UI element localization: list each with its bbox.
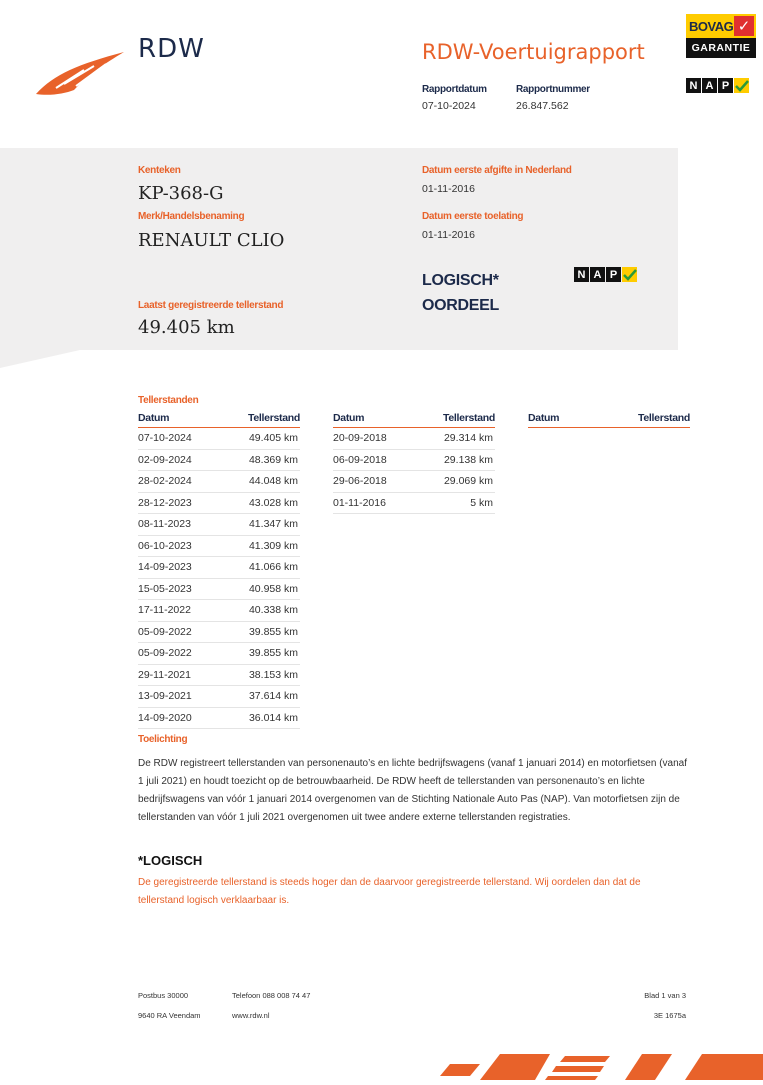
- reading-row: [138, 536, 300, 558]
- nap-letter: P: [606, 267, 621, 282]
- reading-km: 29.069 km: [443, 475, 493, 487]
- first-nl-value: 01-11-2016: [422, 183, 475, 195]
- nap-check-icon: [734, 78, 749, 93]
- logical-text: De geregistreerde tellerstand is steeds hoger dan de daarvoor geregistreerde tellerstand. Wij oordelen dan dat de tellerstand logisch verklaarbaar is.: [138, 877, 641, 906]
- nap-letter: N: [574, 267, 589, 282]
- reading-date: 07-10-2024: [138, 432, 192, 444]
- check-icon: ✓: [734, 16, 754, 36]
- reading-date: 02-09-2024: [138, 453, 192, 466]
- readings-column-3: [528, 412, 690, 428]
- report-date-label: Rapportdatum: [422, 84, 487, 95]
- reading-row: [333, 428, 495, 450]
- col-date-header: Datum: [138, 412, 170, 424]
- nap-letter: P: [718, 78, 733, 93]
- reading-row: [333, 493, 495, 515]
- readings-header: [528, 412, 690, 428]
- bovag-badge: [686, 14, 756, 62]
- reading-km: 38.153 km: [248, 668, 298, 681]
- footer-postbus: Postbus 30000: [138, 991, 189, 1000]
- bovag-label: BOVAG: [689, 18, 734, 34]
- reading-km: 40.338 km: [248, 604, 298, 616]
- reading-row: [138, 471, 300, 493]
- nap-check-icon: [622, 267, 637, 282]
- reading-km: 41.309 km: [248, 539, 298, 552]
- report-title: RDW-Voertuigrapport: [422, 40, 645, 64]
- odometer-label: Laatst geregistreerde tellerstand: [138, 300, 284, 311]
- reading-km: 39.855 km: [248, 647, 298, 659]
- odometer-value: 49.405 km: [138, 317, 235, 338]
- logical-title: *LOGISCH: [138, 853, 203, 868]
- org-name: RDW: [138, 34, 205, 64]
- footer-city: 9640 RA Veendam: [138, 1011, 201, 1020]
- reading-row: [333, 450, 495, 472]
- reading-date: 20-09-2018: [333, 432, 387, 444]
- make-value: RENAULT CLIO: [138, 230, 285, 251]
- reading-row: [138, 643, 300, 665]
- reading-row: [138, 600, 300, 622]
- report-number: 26.847.562: [516, 100, 569, 112]
- reading-km: 40.958 km: [248, 582, 298, 595]
- explanation-paragraph: De RDW registreert tellerstanden van personenauto’s en lichte bedrijfswagens (vanaf 1 januari 2014) en motorfietsen (vanaf 1 juli 2021) en houdt toezicht op de betrouwbaarheid. De RDW heeft de tellerstanden van personenauto’s en lichte bedrijfswagens van vóór 1 januari 2014 overgenomen van de Stichting Nationale Auto Pas (NAP). Van motorfietsen zijn de tellerstanden van vóór 1 juli 2021 overgenomen uit twee andere externe tellerstanden registraties.: [138, 758, 688, 823]
- footer-page: Blad 1 van 3: [644, 991, 686, 1000]
- reading-km: 37.614 km: [248, 690, 298, 702]
- verdict-line2: OORDEEL: [422, 297, 500, 314]
- nap-letter: A: [702, 78, 717, 93]
- reading-date: 28-12-2023: [138, 496, 192, 509]
- reading-date: 14-09-2020: [138, 711, 192, 724]
- reading-date: 08-11-2023: [138, 518, 191, 530]
- readings-header: [138, 412, 300, 428]
- reading-km: 44.048 km: [248, 475, 298, 487]
- readings-header: [333, 412, 495, 428]
- reading-date: 13-09-2021: [138, 690, 192, 702]
- readings-title: Tellerstanden: [138, 395, 199, 406]
- reading-km: 49.405 km: [248, 432, 298, 444]
- reading-row: [138, 557, 300, 579]
- reading-date: 06-09-2018: [333, 453, 387, 466]
- col-count-header: Tellerstand: [638, 412, 690, 424]
- reading-date: 15-05-2023: [138, 582, 192, 595]
- reading-row: [138, 665, 300, 687]
- reading-km: 48.369 km: [248, 453, 298, 466]
- reading-km: 41.066 km: [248, 561, 298, 573]
- reading-km: 29.314 km: [443, 432, 493, 444]
- reading-km: 29.138 km: [443, 453, 493, 466]
- report-number-label: Rapportnummer: [516, 84, 590, 95]
- reading-row: [138, 514, 300, 536]
- reading-date: 29-11-2021: [138, 668, 191, 681]
- col-count-header: Tellerstand: [248, 412, 300, 424]
- nap-badge-header: [686, 78, 749, 93]
- readings-column-2: [333, 412, 495, 514]
- col-date-header: Datum: [333, 412, 365, 424]
- reading-date: 14-09-2023: [138, 561, 192, 573]
- reading-date: 05-09-2022: [138, 625, 192, 638]
- reading-row: [138, 450, 300, 472]
- reading-date: 29-06-2018: [333, 475, 387, 487]
- nap-letter: N: [686, 78, 701, 93]
- rdw-logo: [34, 44, 126, 103]
- reading-km: 39.855 km: [248, 625, 298, 638]
- reading-date: 06-10-2023: [138, 539, 192, 552]
- report-date: 07-10-2024: [422, 100, 476, 112]
- bovag-garantie-label: GARANTIE: [691, 42, 751, 54]
- reading-row: [138, 579, 300, 601]
- reading-km: 41.347 km: [248, 518, 298, 530]
- rdw-bird-icon: [34, 44, 126, 98]
- reading-row: [138, 708, 300, 730]
- reading-date: 05-09-2022: [138, 647, 192, 659]
- reading-row: [138, 493, 300, 515]
- reading-row: [138, 428, 300, 450]
- nap-badge-verdict: [574, 267, 637, 282]
- reading-row: [138, 686, 300, 708]
- first-admission-label: Datum eerste toelating: [422, 211, 524, 222]
- explanation-title: Toelichting: [138, 734, 188, 745]
- reading-date: 28-02-2024: [138, 475, 192, 487]
- footer-web[interactable]: www.rdw.nl: [232, 1011, 270, 1020]
- first-admission-value: 01-11-2016: [422, 229, 475, 241]
- first-nl-label: Datum eerste afgifte in Nederland: [422, 165, 572, 176]
- plate-value: KP-368-G: [138, 183, 224, 204]
- reading-km: 5 km: [470, 496, 493, 509]
- col-count-header: Tellerstand: [443, 412, 495, 424]
- reading-date: 01-11-2016: [333, 496, 386, 509]
- make-label: Merk/Handelsbenaming: [138, 211, 245, 222]
- reading-km: 36.014 km: [248, 711, 298, 724]
- col-date-header: Datum: [528, 412, 560, 424]
- nap-letter: A: [590, 267, 605, 282]
- verdict-line1: LOGISCH*: [422, 272, 499, 289]
- plate-label: Kenteken: [138, 165, 181, 176]
- footer-code: 3E 1675a: [653, 1011, 686, 1020]
- panel-notch: [0, 350, 80, 368]
- footer-phone: Telefoon 088 008 74 47: [232, 991, 311, 1000]
- reading-row: [138, 622, 300, 644]
- reading-km: 43.028 km: [248, 496, 298, 509]
- vehicle-info-panel: [0, 148, 678, 350]
- readings-column-1: [138, 412, 300, 729]
- reading-date: 17-11-2022: [138, 604, 191, 616]
- reading-row: [333, 471, 495, 493]
